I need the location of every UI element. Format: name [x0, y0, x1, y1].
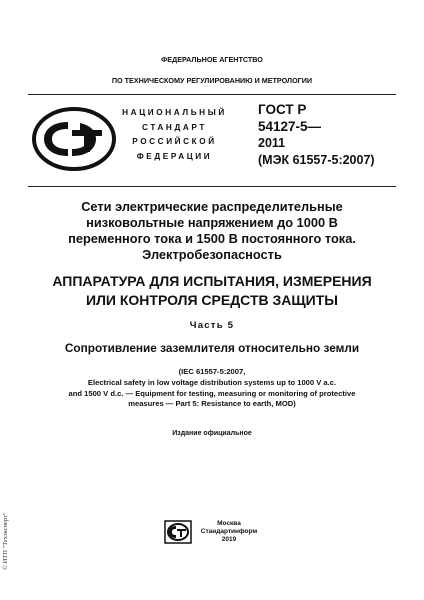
title-line: переменного тока и 1500 В постоянного тока. — [68, 231, 356, 246]
publisher-info — [196, 520, 262, 544]
national-standard-label — [112, 106, 237, 164]
title-line: Сети электрические распределительные — [81, 199, 343, 214]
publisher-year: 2019 — [221, 536, 237, 543]
designation-line-2: 54127-5— — [258, 118, 322, 134]
national-standard-line: НАЦИОНАЛЬНЫЙ — [122, 108, 227, 117]
designation-line-1: ГОСТ Р — [258, 102, 307, 117]
side-copyright-note: © ИТП "Техэксперт" — [2, 512, 9, 570]
title-line: Электробезопасность — [142, 247, 282, 262]
publisher-name: Стандартинформ — [200, 528, 258, 535]
subtitle-line: ИЛИ КОНТРОЛЯ СРЕДСТВ ЗАЩИТЫ — [86, 292, 338, 308]
header-divider — [28, 94, 396, 95]
publisher-city: Москва — [217, 520, 241, 527]
agency-line-2: ПО ТЕХНИЧЕСКОМУ РЕГУЛИРОВАНИЮ И МЕТРОЛОГИИ — [111, 76, 313, 85]
title-line: низковольтные напряжением до 1000 В — [86, 215, 338, 230]
iec-reference — [30, 367, 394, 410]
subtitle-line: АППАРАТУРА ДЛЯ ИСПЫТАНИЯ, ИЗМЕРЕНИЯ — [52, 273, 372, 289]
national-standard-line: СТАНДАРТ — [142, 122, 207, 132]
designation-iec: (МЭК 61557-5:2007) — [258, 152, 375, 167]
standartinform-logo-icon — [164, 520, 192, 544]
gost-r-emblem-icon — [28, 104, 120, 174]
title-divider — [28, 186, 396, 187]
iec-reference-line: measures — Part 5: Resistance to earth, MOD) — [128, 399, 296, 409]
agency-line-1: ФЕДЕРАЛЬНОЕ АГЕНТСТВО — [161, 55, 263, 64]
part-label: Часть 5 — [189, 320, 235, 331]
designation-year: 2011 — [258, 136, 286, 151]
document-subtitle — [30, 272, 394, 310]
iec-reference-line: (IEC 61557-5:2007, — [178, 367, 246, 376]
national-standard-line: РОССИЙСКОЙ — [132, 137, 217, 147]
national-standard-line: ФЕДЕРАЦИИ — [136, 151, 213, 161]
iec-reference-line: and 1500 V d.c. — Equipment for testing, measuring or monitoring of protective — [68, 388, 356, 398]
standard-designation — [258, 102, 418, 168]
document-title — [30, 199, 394, 263]
edition-label: Издание официальное — [172, 430, 252, 437]
part-name: Сопротивление заземлителя относительно земли — [64, 341, 360, 355]
iec-reference-line: Electrical safety in low voltage distribution systems up to 1000 V a.c. — [87, 377, 337, 387]
